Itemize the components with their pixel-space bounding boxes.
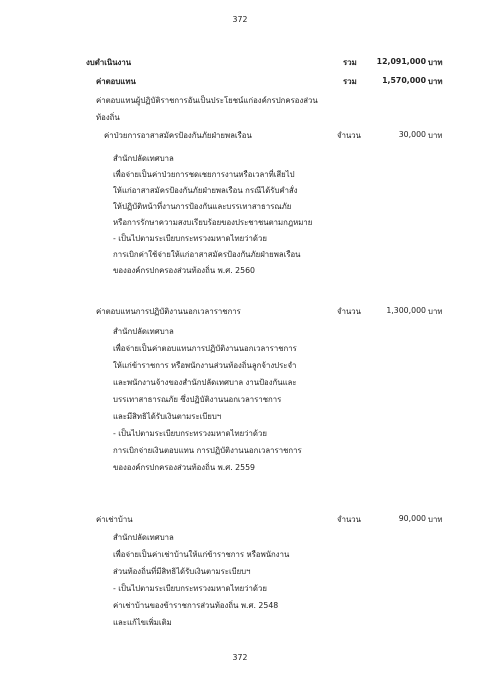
section-unit-word: รวม (343, 77, 357, 86)
item-title: ค่าเช่าบ้าน (96, 515, 133, 524)
item-desc-line: ส่วนท้องถิ่นที่มีสิทธิได้รับเงินตามระเบียบฯ (113, 567, 251, 576)
item-currency: บาท (428, 131, 443, 140)
section-description (96, 95, 346, 131)
item-qty-word: จำนวน (337, 131, 361, 140)
item-description (113, 532, 333, 632)
item-desc-line: ให้แก่อาสาสมัครป้องกันภัยฝ่ายพลเรือน กรณีได้รับคำสั่ง (113, 186, 298, 195)
section-desc-line: ค่าตอบแทนผู้ปฏิบัติราชการอันเป็นประโยชน์แก่องค์กรปกครองส่วน (96, 96, 318, 105)
item-amount: 30,000 (398, 130, 426, 139)
item-desc-line: ให้ปฏิบัติหน้าที่งานการป้องกันและบรรเทาสาธารณภัย (113, 202, 292, 211)
item-desc-line: สำนักปลัดเทศบาล (113, 154, 174, 163)
item-qty-word: จำนวน (337, 515, 361, 524)
item-desc-line: เพื่อจ่ายเป็นค่าเช่าบ้านให้แก่ข้าราชการ หรือพนักงาน (113, 550, 290, 559)
item-amount: 1,300,000 (386, 306, 426, 315)
header-label: งบดำเนินงาน (86, 58, 132, 67)
item-desc-line: หรือการรักษาความสงบเรียบร้อยของประชาชนตามกฎหมาย (113, 218, 313, 227)
item-desc-line: สำนักปลัดเทศบาล (113, 533, 174, 542)
header-currency: บาท (428, 58, 443, 67)
item-desc-line: - เป็นไปตามระเบียบกระทรวงมหาดไทยว่าด้วย (113, 429, 267, 438)
item-desc-line: การเบิกค่าใช้จ่ายให้แก่อาสาสมัครป้องกันภัยฝ่ายพลเรือน (113, 250, 301, 259)
item-description (113, 153, 333, 288)
section-label: ค่าตอบแทน (96, 77, 136, 86)
item-desc-line: สำนักปลัดเทศบาล (113, 327, 174, 336)
item-desc-line: ขององค์กรปกครองส่วนท้องถิ่น พ.ศ. 2560 (113, 266, 255, 275)
item-desc-line: ค่าเช่าบ้านของข้าราชการส่วนท้องถิ่น พ.ศ. 2548 (113, 601, 279, 610)
item-title: ค่าป่วยการอาสาสมัครป้องกันภัยฝ่ายพลเรือน (104, 131, 252, 140)
item-title: ค่าตอบแทนการปฏิบัติงานนอกเวลาราชการ (96, 307, 241, 316)
header-amount: 12,091,000 (376, 57, 426, 66)
item-desc-line: และพนักงานจ้างของสำนักปลัดเทศบาล งานป้องกันและ (113, 378, 297, 387)
item-currency: บาท (428, 307, 443, 316)
item-desc-line: - เป็นไปตามระเบียบกระทรวงมหาดไทยว่าด้วย (113, 234, 267, 243)
item-desc-line: ให้แก่ข้าราชการ หรือพนักงานส่วนท้องถิ่นลูกจ้างประจำ (113, 361, 297, 370)
section-currency: บาท (428, 77, 443, 86)
item-desc-line: การเบิกจ่ายเงินตอบแทน การปฏิบัติงานนอกเวลาราชการ (113, 446, 302, 455)
header-unit-word: รวม (343, 58, 357, 67)
item-desc-line: เพื่อจ่ายเป็นค่าตอบแทนการปฏิบัติงานนอกเวลาราชการ (113, 344, 297, 353)
section-desc-line: ท้องถิ่น (96, 113, 120, 122)
item-desc-line: และมีสิทธิได้รับเงินตามระเบียบฯ (113, 412, 222, 421)
item-currency: บาท (428, 515, 443, 524)
item-amount: 90,000 (398, 514, 426, 523)
item-desc-line: และแก้ไขเพิ่มเติม (113, 618, 172, 627)
item-qty-word: จำนวน (337, 307, 361, 316)
item-desc-line: บรรเทาสาธารณภัย ซึ่งปฏิบัติงานนอกเวลาราชการ (113, 395, 282, 404)
section-amount: 1,570,000 (382, 76, 426, 85)
item-desc-line: เพื่อจ่ายเป็นค่าป่วยการชดเชยการงานหรือเวลาที่เสียไป (113, 170, 295, 179)
item-desc-line: ขององค์กรปกครองส่วนท้องถิ่น พ.ศ. 2559 (113, 463, 255, 472)
page-number-top: 372 (232, 15, 248, 24)
page-number-bottom: 372 (232, 653, 248, 662)
item-description (113, 326, 333, 478)
item-desc-line: - เป็นไปตามระเบียบกระทรวงมหาดไทยว่าด้วย (113, 584, 267, 593)
